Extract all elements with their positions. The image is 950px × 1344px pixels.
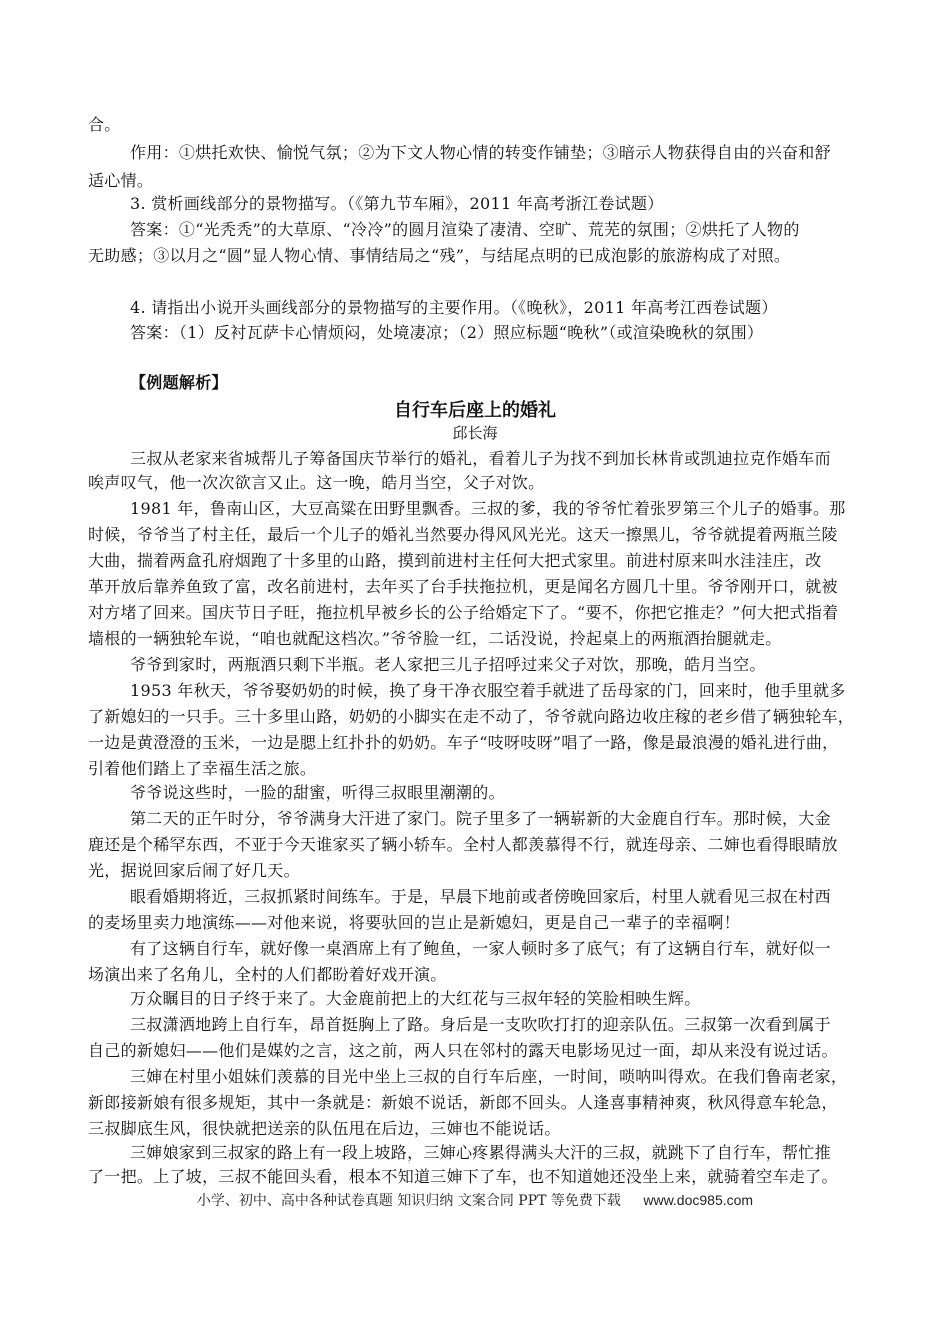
paragraph-text: 万众瞩目的日子终于来了。大金鹿前把上的大红花与三叔年轻的笑脸相映生辉。 — [130, 989, 701, 1008]
paragraph-text: 1981 年，鲁南山区，大豆高粱在田野里飘香。三叔的爹，我的爷爷忙着张罗第三个儿子的婚事。那 — [130, 499, 846, 518]
paragraph-text: 墙根的一辆独轮车说，“咱也就配这档次。”爷爷脸一红，二话没说，拎起桌上的两瓶酒抬腿就走。 — [88, 629, 782, 648]
section-label: 【例题解析】 — [130, 373, 228, 392]
paragraph-text: 时候，爷爷当了村主任，最后一个儿子的婚礼当然要办得风风光光。这天一擦黑儿，爷爷就提着两瓶兰陵 — [88, 525, 838, 544]
paragraph-text: 有了这辆自行车，就好像一桌酒席上有了鲍鱼，一家人顿时多了底气；有了这辆自行车，就好似一 — [130, 939, 831, 958]
paragraph-text: 三婶在村里小姐妹们羡慕的目光中坐上三叔的自行车后座，一时间，唢呐叫得欢。在我们鲁南老家， — [130, 1067, 848, 1086]
answer-3: 无助感；③以月之“圆”显人物心情、事情结局之“残”，与结尾点明的已成泡影的旅游构成了对照。 — [88, 246, 791, 265]
paragraph-text: 新郎接新娘有很多规矩，其中一条就是：新娘不说话，新郎不回头。人逢喜事精神爽，秋风得意车轮急， — [88, 1093, 838, 1112]
paragraph-text: 三叔从老家来省城帮儿子筹备国庆节举行的婚礼，看着儿子为找不到加长林肯或凯迪拉克作婚车而 — [130, 449, 831, 468]
question-4: 4. 请指出小说开头画线部分的景物描写的主要作用。（《晚秋》，2011 年高考江西卷试题） — [130, 298, 778, 317]
paragraph-text: 大曲，揣着两盒孔府烟跑了十多里的山路，摸到前进村主任何大把式家里。前进村原来叫水洼洼庄，改 — [88, 551, 822, 570]
page-footer — [0, 1190, 950, 1210]
paragraph-text: 1953 年秋天，爷爷娶奶奶的时候，换了身干净衣服空着手就进了岳母家的门，回来时，他手里就多 — [130, 681, 846, 700]
paragraph-text: 光，据说回家后闹了好几天。 — [88, 861, 300, 880]
story-author: 邱长海 — [452, 424, 498, 442]
paragraph-text: 对方堵了回来。国庆节日子旺，拖拉机早被乡长的公子给婚定下了。“要不，你把它推走？”何大把式指着 — [88, 603, 839, 622]
footer-text: 小学、初中、高中各种试卷真题 知识归纳 文案合同 PPT 等免费下载 — [196, 1193, 621, 1209]
paragraph-text: 一边是黄澄澄的玉米，一边是腮上红扑扑的奶奶。车子“吱呀吱呀”唱了一路，像是最浪漫的婚礼进行曲， — [88, 733, 839, 752]
paragraph-text: 了一把。上了坡，三叔不能回头看，根本不知道三婶下了车，也不知道她还没坐上来，就骑着空车走了。 — [88, 1167, 838, 1186]
paragraph-text: 爷爷到家时，两瓶酒只剩下半瓶。老人家把三儿子招呼过来父子对饮，那晚，皓月当空。 — [130, 655, 766, 674]
paragraph-text: 第二天的正午时分，爷爷满身大汗进了家门。院子里多了一辆崭新的大金鹿自行车。那时候，大金 — [130, 809, 831, 828]
paragraph-text: 三叔潇洒地跨上自行车，昂首挺胸上了路。身后是一支吹吹打打的迎亲队伍。三叔第一次看到属于 — [130, 1015, 831, 1034]
paragraph-text: 场演出来了名角儿，全村的人们都盼着好戏开演。 — [88, 965, 447, 984]
answer-text: 作用：①烘托欢快、愉悦气氛；②为下文人物心情的转变作铺垫；③暗示人物获得自由的兴奋和舒 — [130, 143, 831, 162]
answer-text: 合。 — [88, 115, 121, 134]
paragraph-text: 唉声叹气，他一次次欲言又止。这一晚，皓月当空，父子对饮。 — [88, 473, 545, 492]
paragraph-text: 三婶娘家到三叔家的路上有一段上坡路，三婶心疼累得满头大汗的三叔，就跳下了自行车，帮忙推 — [130, 1143, 831, 1162]
answer-4: 答案：（1）反衬瓦萨卡心情烦闷，处境凄凉；（2）照应标题“晚秋”（或渲染晚秋的氛围） — [130, 323, 764, 342]
footer-link[interactable]: www.doc985.com — [643, 1192, 754, 1208]
paragraph-text: 引着他们踏上了幸福生活之旅。 — [88, 759, 317, 778]
paragraph-text: 的麦场里卖力地演练——对他来说，将要驮回的岂止是新媳妇，更是自己一辈子的幸福啊！ — [88, 913, 741, 932]
paragraph-text: 三叔脚底生风，很快就把送亲的队伍甩在后边，三婶也不能说话。 — [88, 1119, 561, 1138]
story-title: 自行车后座上的婚礼 — [394, 400, 556, 421]
paragraph-text: 革开放后靠养鱼致了富，改名前进村，去年买了台手扶拖拉机，更是闻名方圆几十里。爷爷刚开口，就被 — [88, 577, 838, 596]
paragraph-text: 了新媳妇的一只手。三十多里山路，奶奶的小脚实在走不动了，爷爷就向路边收庄稼的老乡借了辆独轮车， — [88, 707, 855, 726]
question-3: 3. 赏析画线部分的景物描写。（《第九节车厢》，2011 年高考浙江卷试题） — [130, 194, 664, 213]
paragraph-text: 鹿还是个稀罕东西，不亚于今天谁家买了辆小轿车。全村人都羡慕得不行，就连母亲、二婶也看得眼睛放 — [88, 835, 838, 854]
paragraph-text: 自己的新媳妇——他们是媒妁之言，这之前，两人只在邻村的露天电影场见过一面，却从来没有说过话。 — [88, 1041, 838, 1060]
answer-text: 适心情。 — [88, 171, 154, 190]
paragraph-text: 爷爷说这些时，一脸的甜蜜，听得三叔眼里潮潮的。 — [130, 783, 505, 802]
answer-3: 答案：①“光秃秃”的大草原、“冷冷”的圆月渲染了凄清、空旷、荒芜的氛围；②烘托了人物的 — [130, 220, 800, 239]
paragraph-text: 眼看婚期将近，三叔抓紧时间练车。于是，早晨下地前或者傍晚回家后，村里人就看见三叔在村西 — [130, 887, 831, 906]
